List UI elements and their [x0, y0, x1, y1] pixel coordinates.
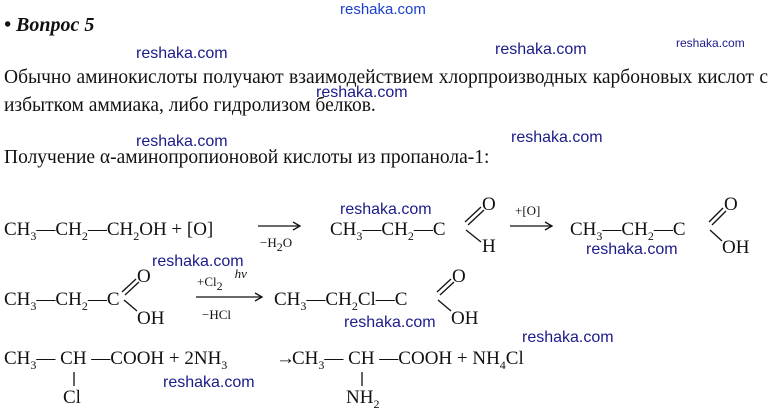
watermark: reshaka.com [676, 36, 745, 50]
paragraph-intro: Обычно аминокислоты получают взаимодействием хлорпроизводных карбоновых кислот с избытком аммиака, либо гидролизом белков. [4, 67, 768, 116]
paragraph-synthesis: Получение α-аминопропионовой кислоты из пропанола-1: [4, 147, 490, 168]
reaction1-h-bond [466, 230, 481, 242]
reaction2-arrow-above: +[O] [515, 203, 541, 218]
watermark: reshaka.com [511, 129, 603, 146]
watermark: reshaka.com [163, 374, 255, 391]
watermark: reshaka.com [340, 201, 432, 218]
watermark: reshaka.com [136, 133, 228, 150]
reaction3-product: $CH_3—CH_2Cl—C$ [274, 289, 408, 313]
reaction4-product: $CH_3—$ CH —COOH + $NH_4Cl$ [292, 348, 524, 372]
watermark: reshaka.com [522, 329, 614, 346]
reaction3-double-bond-a [122, 279, 136, 292]
reaction-4 [4, 348, 524, 409]
reaction4-amino-group: $NH_2$ [346, 387, 380, 409]
reaction1-product: $CH_3—CH_2—C$ [330, 219, 446, 243]
reaction2-hydroxyl: OH [722, 237, 750, 258]
reaction3-oxygen: O [137, 266, 151, 287]
watermark: reshaka.com [152, 253, 244, 270]
reaction1-reactant: $CH_3—CH_2—CH_2OH + [O]$ [4, 219, 214, 243]
reaction3-arrow-below: −HCl [202, 307, 232, 322]
reaction4-chlorine: Cl [63, 387, 81, 408]
reaction3-hydroxyl: OH [137, 308, 165, 329]
reaction4-reactant: $CH_3—$ CH —COOH + $2NH_3$ [4, 348, 228, 372]
watermark: reshaka.com [344, 314, 436, 331]
watermark: reshaka.com [586, 241, 678, 258]
reaction1-hydrogen: H [482, 236, 496, 257]
watermark: reshaka.com [136, 45, 228, 62]
reaction3-product-double-bond-a [437, 279, 451, 292]
reaction3-product-oxygen: O [452, 266, 466, 287]
reaction3-reactant: $CH_3—CH_2—C$ [4, 289, 120, 313]
reaction3-arrow-above: +Cl2hν [197, 266, 247, 293]
reaction3-product-oh-bond [438, 300, 451, 311]
reaction4-arrow: → [276, 348, 295, 369]
reaction3-oh-bond [124, 300, 137, 311]
reaction2-oh-bond [710, 230, 722, 241]
reaction2-product: $CH_3—CH_2—C$ [570, 219, 686, 243]
watermark: reshaka.com [316, 84, 408, 101]
reaction2-oxygen: O [724, 194, 738, 215]
reaction3-product-hydroxyl: OH [451, 308, 479, 329]
reaction2-double-bond-a [709, 208, 723, 222]
watermark: reshaka.com [340, 1, 426, 18]
question-heading: • Вопрос 5 [4, 14, 95, 36]
reaction1-arrow-below: −H2O [260, 235, 293, 254]
reaction1-oxygen: O [482, 194, 496, 215]
watermark: reshaka.com [495, 41, 587, 58]
